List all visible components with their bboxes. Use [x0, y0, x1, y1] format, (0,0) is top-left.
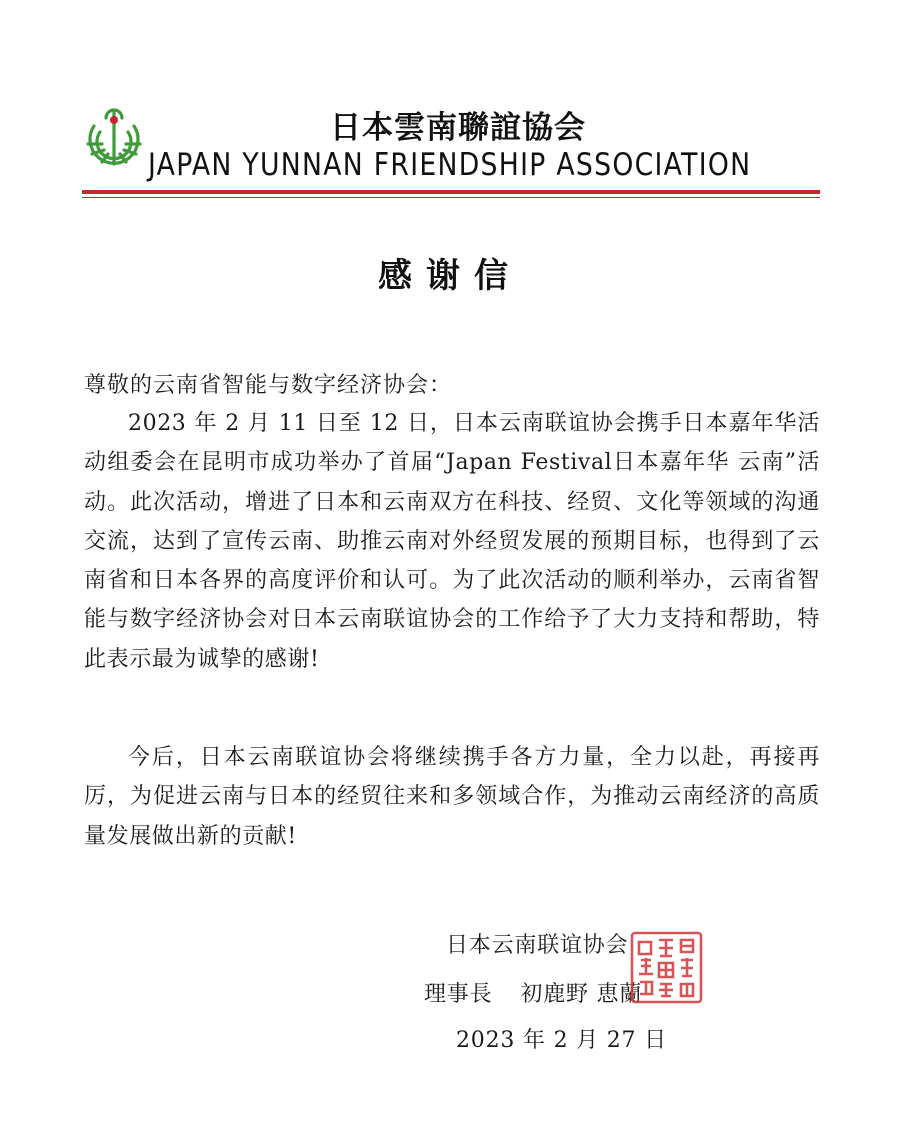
association-emblem-icon: [80, 104, 148, 172]
org-name-japanese: 日本雲南聯誼協会: [330, 110, 586, 146]
letterhead-divider-thin: [82, 197, 820, 198]
letter-title: 感谢信: [378, 256, 522, 296]
red-seal-stamp-icon: [629, 930, 704, 1005]
signature-date: 2023 年 2 月 27 日: [456, 1028, 667, 1053]
org-name-english: JAPAN YUNNAN FRIENDSHIP ASSOCIATION: [148, 147, 752, 183]
letterhead-divider: [82, 190, 820, 194]
signature-person: 初鹿野 恵蘭: [520, 982, 643, 1007]
letter-paragraph-1: 2023 年 2 月 11 日至 12 日，日本云南联谊协会携手日本嘉年华活动组委会在昆明市成功举办了首届“Japan Festival日本嘉年华 云南”活动。此次活动，增进了日本和云南双方在科技、经贸、文化等领域的沟通交流，达到了宣传云南、助推云南对外经贸发展的预期目标，也得到了云南省和日本各界的高度评价和认可。为了此次活动的顺利举办，云南省智能与数字经济协会对日本云南联谊协会的工作给予了大力支持和帮助，特此表示最为诚挚的感谢!: [84, 411, 820, 672]
signature-line: [424, 977, 642, 1008]
letter-salutation: 尊敬的云南省智能与数字经济协会：: [84, 373, 453, 398]
letter-paragraph-2: 今后，日本云南联谊协会将继续携手各方力量，全力以赴，再接再厉，为促进云南与日本的经贸往来和多领域合作，为推动云南经济的高质量发展做出新的贡献!: [84, 745, 820, 849]
signature-role: 理事長: [424, 982, 493, 1007]
signature-organization: 日本云南联谊协会: [446, 933, 629, 958]
